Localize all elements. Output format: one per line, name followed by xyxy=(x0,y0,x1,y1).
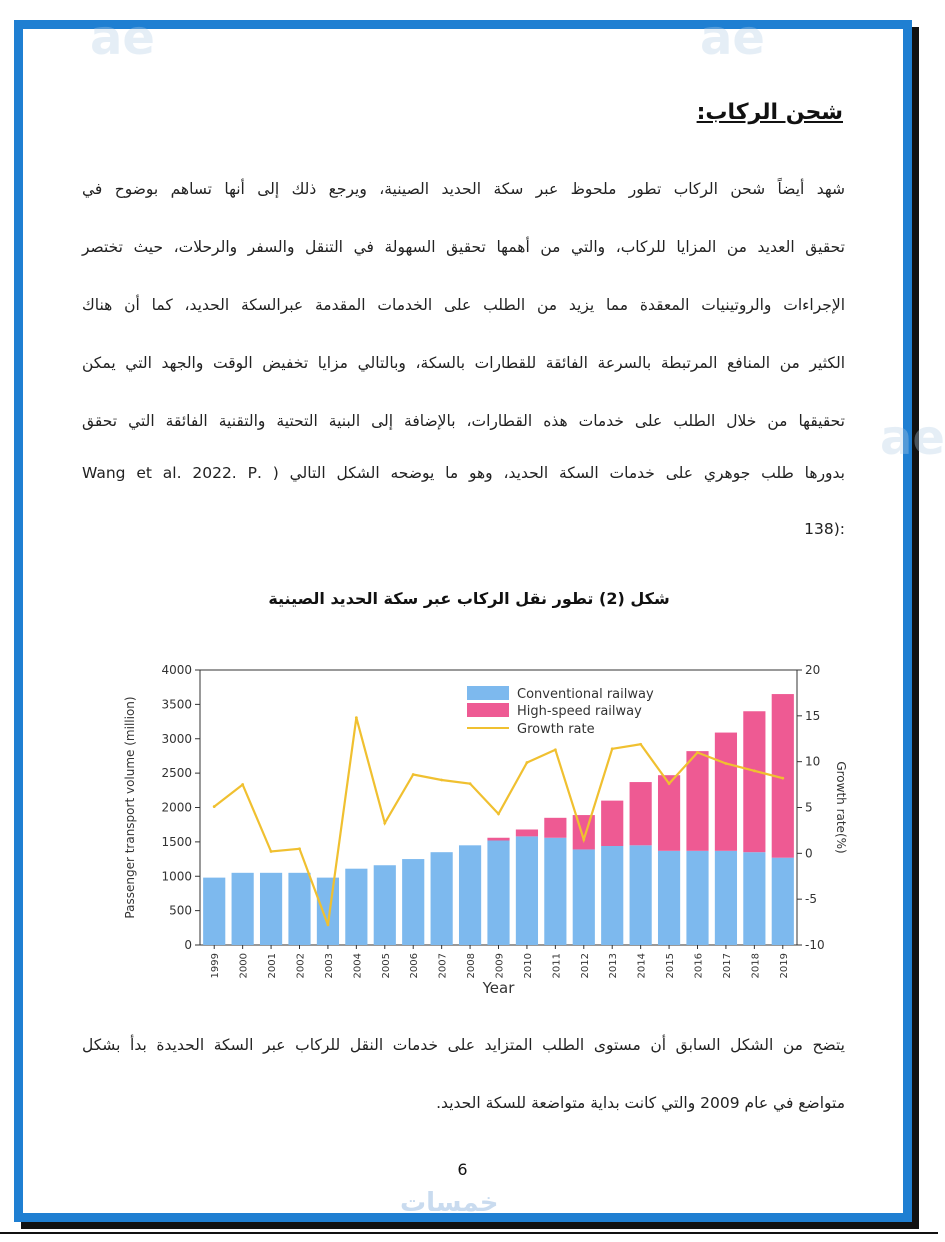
left-axis-tick-label: 1000 xyxy=(161,869,192,884)
right-axis-tick-label: 15 xyxy=(805,708,821,723)
left-axis-tick-label: 2000 xyxy=(161,800,192,815)
bar-conventional xyxy=(459,845,481,945)
left-axis-tick-label: 3500 xyxy=(161,697,192,712)
chart-svg xyxy=(112,658,848,1000)
bar-conventional xyxy=(630,845,652,945)
growth-rate-point xyxy=(241,783,244,786)
bar-conventional xyxy=(374,865,396,945)
bar-conventional xyxy=(260,873,282,945)
bar-high-speed xyxy=(658,775,680,851)
legend-label-conventional: Conventional railway xyxy=(517,687,654,702)
page-number: 6 xyxy=(457,1160,468,1179)
x-axis-tick-label: 2016 xyxy=(693,953,705,979)
bar-high-speed xyxy=(630,782,652,845)
left-axis-tick-label: 3000 xyxy=(161,731,192,746)
right-axis-tick-label: 10 xyxy=(805,754,821,769)
paragraph-line: :(138 xyxy=(804,520,845,538)
growth-rate-point xyxy=(611,747,614,750)
x-axis-tick-label: 2008 xyxy=(466,953,478,979)
left-axis-tick-label: 4000 xyxy=(161,663,192,677)
paragraph-line: متواضع في عام 2009 والتي كانت بداية متواضعة للسكة الحديد. xyxy=(436,1094,845,1112)
paragraph-line: تحقيقها من خلال الطلب على خدمات هذه القطارات، بالإضافة إلى البنية التحتية والتقنية الفائقة التي تحقق xyxy=(82,412,845,430)
x-axis-tick-label: 2001 xyxy=(267,953,279,979)
growth-rate-point xyxy=(554,748,557,751)
paragraph-line: بدورها طلب جوهري على خدمات السكة الحديد، وهو ما يوضحه الشكل التالي ( .Wang et al. 2022. P xyxy=(82,464,845,482)
bar-conventional xyxy=(743,852,765,945)
bar-high-speed xyxy=(487,838,509,841)
growth-rate-point xyxy=(497,813,500,816)
x-axis-tick-label: 2019 xyxy=(778,953,790,979)
legend-swatch-conventional xyxy=(467,686,509,700)
bar-conventional xyxy=(402,859,424,945)
x-axis-tick-label: 2003 xyxy=(323,953,335,979)
bar-conventional xyxy=(203,878,225,945)
right-axis-tick-label: -10 xyxy=(805,938,825,952)
right-axis-tick-label: -5 xyxy=(805,892,817,907)
x-axis-title: Year xyxy=(482,979,515,997)
bar-high-speed xyxy=(686,751,708,851)
bar-conventional xyxy=(516,836,538,945)
x-axis-tick-label: 2017 xyxy=(721,953,733,979)
bar-conventional xyxy=(573,849,595,945)
right-axis-tick-label: 5 xyxy=(805,800,813,815)
x-axis-tick-label: 2006 xyxy=(409,953,421,979)
right-axis-tick-label: 0 xyxy=(805,846,813,861)
left-axis-title: Passenger transport volume (million) xyxy=(123,696,137,919)
growth-rate-point xyxy=(753,769,756,772)
growth-rate-point xyxy=(781,777,784,780)
x-axis-tick-label: 2014 xyxy=(636,953,648,979)
x-axis-tick-label: 2010 xyxy=(522,953,534,979)
legend-swatch-high-speed xyxy=(467,703,509,717)
bar-conventional xyxy=(658,851,680,945)
x-axis-tick-label: 1999 xyxy=(210,953,222,979)
paragraph-line: الكثير من المنافع المرتبطة بالسرعة الفائقة للقطارات بالسكة، وبالتالي مزايا تخفيض الوقت والجهد التي يمكن xyxy=(82,354,845,372)
x-axis-tick-label: 2002 xyxy=(295,953,307,979)
growth-rate-point xyxy=(440,779,443,782)
bar-conventional xyxy=(317,878,339,945)
x-axis-tick-label: 2011 xyxy=(551,953,563,979)
growth-rate-point xyxy=(668,782,671,785)
left-axis-tick-label: 0 xyxy=(184,938,192,952)
growth-rate-point xyxy=(270,850,273,853)
bar-high-speed xyxy=(544,818,566,838)
growth-rate-point xyxy=(355,716,358,719)
growth-rate-point xyxy=(725,762,728,765)
legend-label-growth: Growth rate xyxy=(517,722,595,737)
growth-rate-point xyxy=(213,805,216,808)
growth-rate-point xyxy=(582,838,585,841)
bar-conventional xyxy=(544,838,566,945)
growth-rate-point xyxy=(327,923,330,926)
section-heading: شحن الركاب: xyxy=(696,100,843,125)
bar-conventional xyxy=(772,858,794,945)
figure-caption: شكل (2) تطور نقل الركاب عبر سكة الحديد الصينية xyxy=(268,589,670,608)
right-axis-tick-label: 20 xyxy=(805,663,821,677)
x-axis-tick-label: 2018 xyxy=(750,953,762,979)
growth-rate-point xyxy=(526,761,529,764)
left-axis-tick-label: 1500 xyxy=(161,834,192,849)
right-axis-title: Growth rate(%) xyxy=(834,761,848,854)
x-axis-tick-label: 2015 xyxy=(665,953,677,979)
x-axis-tick-label: 2005 xyxy=(380,953,392,979)
bar-conventional xyxy=(288,873,310,945)
watermark-letters: ae xyxy=(880,410,945,466)
growth-rate-point xyxy=(412,773,415,776)
growth-rate-point xyxy=(639,743,642,746)
bar-conventional xyxy=(601,846,623,945)
bar-conventional xyxy=(686,851,708,945)
x-axis-tick-label: 2013 xyxy=(608,953,620,979)
watermark-letters: ae xyxy=(700,10,765,66)
bar-high-speed xyxy=(573,815,595,849)
x-axis-tick-label: 2007 xyxy=(437,953,449,979)
left-axis-tick-label: 500 xyxy=(169,903,192,918)
paragraph-line: شهد أيضاً شحن الركاب تطور ملحوظ عبر سكة الحديد الصينية، ويرجع ذلك إلى أنها تساهم بوضوح في xyxy=(82,180,845,198)
paragraph-line: تحقيق العديد من المزايا للركاب، والتي من أهمها تحقيق السهولة في التنقل والسفر والرحلات، حيث تختصر xyxy=(82,238,845,256)
x-axis-tick-label: 2012 xyxy=(579,953,591,979)
watermark-text: خمسات xyxy=(400,1188,499,1218)
bar-conventional xyxy=(232,873,254,945)
bar-conventional xyxy=(487,841,509,946)
watermark-letters: ae xyxy=(90,10,155,66)
bar-high-speed xyxy=(715,733,737,851)
bar-conventional xyxy=(431,852,453,945)
paragraph-line: الإجراءات والروتينيات المعقدة مما يزيد من الطلب على الخدمات المقدمة عبرالسكة الحديد، كما أن هناك xyxy=(82,296,845,314)
growth-rate-point xyxy=(298,847,301,850)
legend-label-high-speed: High-speed railway xyxy=(517,704,642,719)
chart xyxy=(112,658,848,1000)
x-axis-tick-label: 2000 xyxy=(238,953,250,979)
growth-rate-point xyxy=(469,782,472,785)
bar-high-speed xyxy=(516,830,538,837)
bottom-rule xyxy=(0,1232,938,1234)
bar-conventional xyxy=(345,869,367,945)
x-axis-tick-label: 2009 xyxy=(494,953,506,979)
bar-high-speed xyxy=(743,711,765,852)
growth-rate-point xyxy=(696,751,699,754)
paragraph-line: يتضح من الشكل السابق أن مستوى الطلب المتزايد على خدمات النقل للركاب عبر السكة الحديدة بدأ بشكل xyxy=(82,1036,845,1054)
x-axis-tick-label: 2004 xyxy=(352,953,364,979)
bar-high-speed xyxy=(601,801,623,846)
left-axis-tick-label: 2500 xyxy=(161,766,192,781)
growth-rate-point xyxy=(383,822,386,825)
bar-conventional xyxy=(715,851,737,945)
